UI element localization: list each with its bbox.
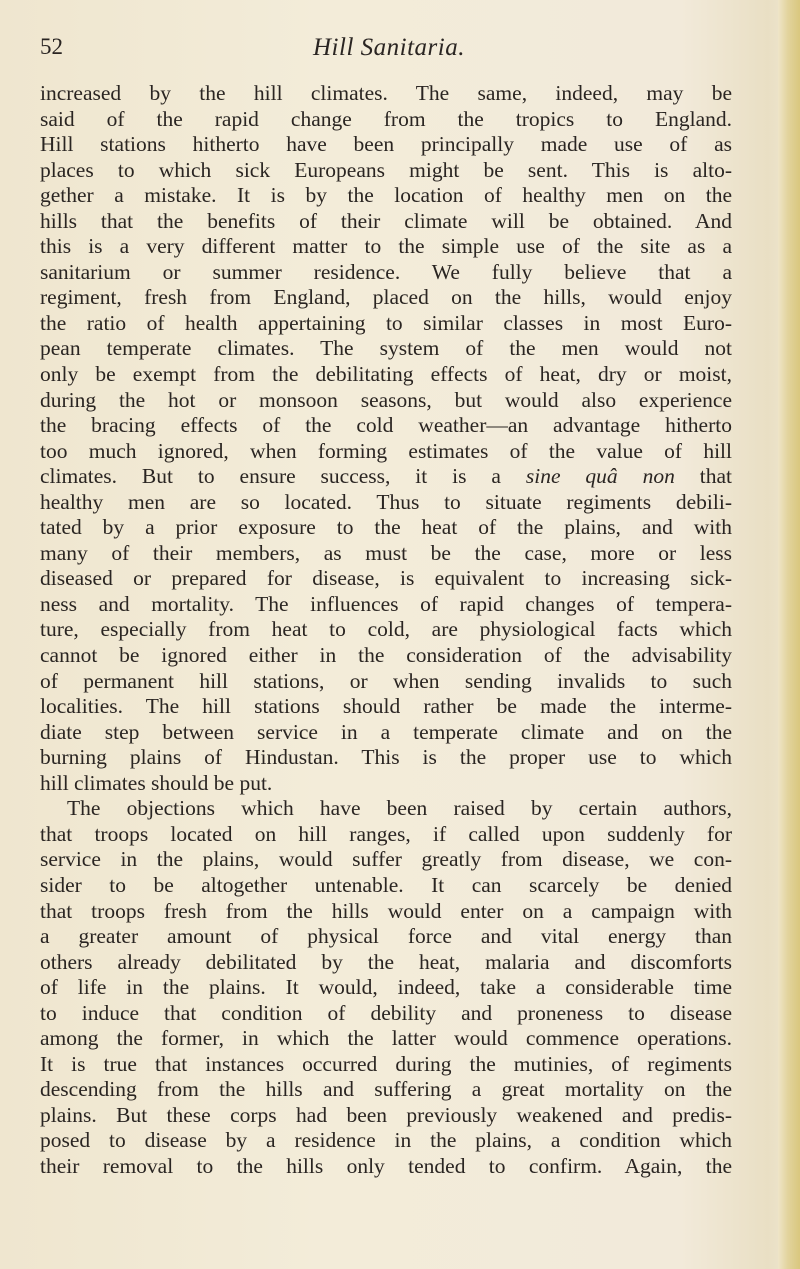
text-line: posed to disease by a residence in the plains, a condition which bbox=[40, 1128, 732, 1153]
page-edge bbox=[778, 0, 800, 1269]
text-line: that troops located on hill ranges, if called upon suddenly for bbox=[40, 821, 732, 846]
text-line: ness and mortality. The influences of rapid changes of tempera- bbox=[40, 591, 732, 616]
page-header bbox=[40, 34, 780, 74]
text-line: localities. The hill stations should rather be made the interme- bbox=[40, 694, 732, 719]
text-line: plains. But these corps had been previously weakened and predis- bbox=[40, 1102, 732, 1127]
running-title: Hill Sanitaria. bbox=[313, 34, 465, 61]
text-line: Hill stations hitherto have been principally made use of as bbox=[40, 132, 732, 157]
text-line: the ratio of health appertaining to similar classes in most Euro- bbox=[40, 310, 732, 335]
text-line: It is true that instances occurred during the mutinies, of regiments bbox=[40, 1051, 732, 1076]
text-line: that troops fresh from the hills would enter on a campaign with bbox=[40, 898, 732, 923]
text-line: sider to be altogether untenable. It can scarcely be denied bbox=[40, 872, 732, 897]
text-line: this is a very different matter to the simple use of the site as a bbox=[40, 234, 732, 259]
text-line: their removal to the hills only tended to confirm. Again, the bbox=[40, 1153, 732, 1178]
page-number: 52 bbox=[40, 34, 63, 59]
latin-phrase: sine quâ non bbox=[525, 464, 675, 489]
text-line: during the hot or monsoon seasons, but would also experience bbox=[40, 387, 732, 412]
text-line: service in the plains, would suffer greatly from disease, we con- bbox=[40, 847, 732, 872]
text-line: healthy men are so located. Thus to situate regiments debili- bbox=[40, 489, 732, 514]
text-line: diseased or prepared for disease, is equivalent to increasing sick- bbox=[40, 566, 732, 591]
text-line: regiment, fresh from England, placed on the hills, would enjoy bbox=[40, 285, 732, 310]
text-line: ture, especially from heat to cold, are physiological facts which bbox=[40, 617, 732, 642]
text-line: tated by a prior exposure to the heat of the plains, and with bbox=[40, 515, 732, 540]
text-line: climates. But to ensure success, it is a sine quâ non that bbox=[40, 464, 732, 489]
text-line: a greater amount of physical force and vital energy than bbox=[40, 924, 732, 949]
text-line: diate step between service in a temperate climate and on the bbox=[40, 719, 732, 744]
text-line: hills that the benefits of their climate will be obtained. And bbox=[40, 208, 732, 233]
text-line: the bracing effects of the cold weather—an advantage hitherto bbox=[40, 413, 732, 438]
text-line: only be exempt from the debilitating effects of heat, dry or moist, bbox=[40, 362, 732, 387]
text-line: descending from the hills and suffering a great mortality on the bbox=[40, 1077, 732, 1102]
text-line: pean temperate climates. The system of the men would not bbox=[40, 336, 732, 361]
text-line: of permanent hill stations, or when sending invalids to such bbox=[40, 668, 732, 693]
paragraph-start-line: The objections which have been raised by certain authors, bbox=[67, 796, 732, 821]
text-line: sanitarium or summer residence. We fully believe that a bbox=[40, 259, 732, 284]
text-line: places to which sick Europeans might be sent. This is alto- bbox=[40, 157, 732, 182]
paragraph-end-line: hill climates should be put. bbox=[40, 770, 273, 795]
text-line: said of the rapid change from the tropics to England. bbox=[40, 106, 732, 131]
text-line: of life in the plains. It would, indeed, take a considerable time bbox=[40, 975, 732, 1000]
body-text bbox=[40, 81, 732, 1180]
text-line: many of their members, as must be the case, more or less bbox=[40, 540, 732, 565]
text-line: burning plains of Hindustan. This is the proper use to which bbox=[40, 745, 732, 770]
text-line: to induce that condition of debility and proneness to disease bbox=[40, 1000, 732, 1025]
text-line: others already debilitated by the heat, malaria and discomforts bbox=[40, 949, 732, 974]
text-line: increased by the hill climates. The same, indeed, may be bbox=[40, 81, 732, 105]
text-line: cannot be ignored either in the consideration of the advisability bbox=[40, 643, 732, 668]
text-line: too much ignored, when forming estimates of the value of hill bbox=[40, 438, 732, 463]
text-line: gether a mistake. It is by the location of healthy men on the bbox=[40, 183, 732, 208]
text-line: among the former, in which the latter would commence operations. bbox=[40, 1026, 732, 1051]
